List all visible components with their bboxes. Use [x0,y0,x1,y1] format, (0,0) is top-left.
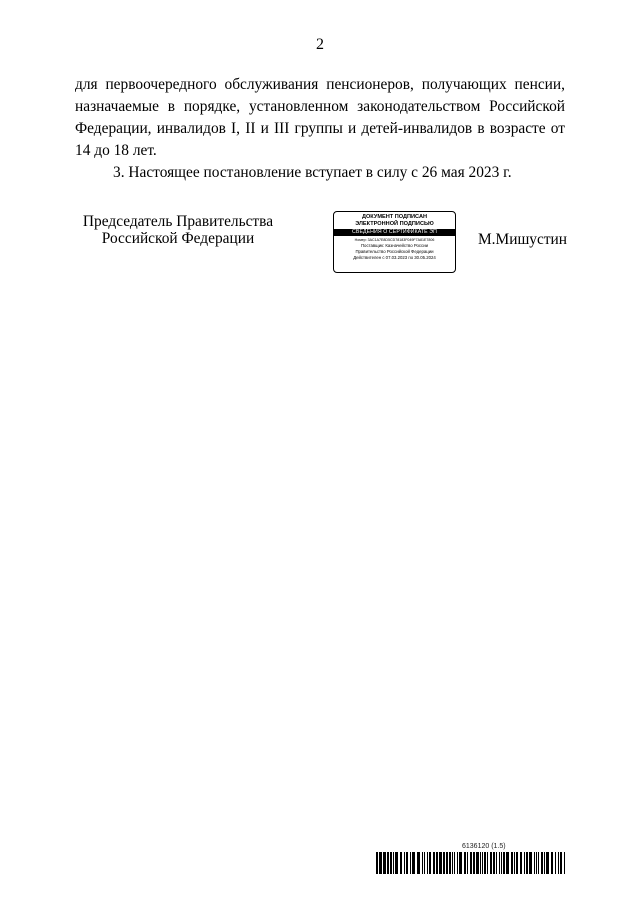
barcode-bar [467,852,468,874]
barcode-bar [395,852,398,874]
barcode-bar [484,852,486,874]
barcode-bar [464,852,466,874]
document-body [75,74,565,184]
barcode-bar [452,852,453,874]
barcode-bar [390,852,392,874]
barcode-bar [412,852,415,874]
barcode-bar [406,852,408,874]
barcode-bar [516,852,518,874]
barcode-bar [493,852,495,874]
electronic-signature-stamp [333,211,456,273]
barcode-bar [496,852,497,874]
barcode-bar [433,852,435,874]
barcode-bar [376,852,378,874]
barcode-bar [410,852,411,874]
stamp-line-electronic: ЭЛЕКТРОННОЙ ПОДПИСЬЮ [355,221,434,227]
barcode-bar [511,852,513,874]
barcode-bar [544,852,545,874]
barcode-bar [482,852,483,874]
barcode-bar [424,852,425,874]
barcode-bar [439,852,442,874]
barcode-bar [536,852,537,874]
paragraph-continuation: для первоочередного обслуживания пенсионеров, получающих пенсии, назначаемые в порядке, установленном законодательством Российской Федерации, инвалидов I, II и III группы и детей-инвалидов в возрасте от 14 до 18 лет. [75,76,565,159]
barcode-bar [529,852,532,874]
barcode-bar [538,852,539,874]
barcode-bar [506,852,509,874]
stamp-owner: Правительство Российской Федерации [355,249,434,254]
document-id: 6136120 (1.5) [462,843,506,850]
page-number: 2 [316,36,324,53]
barcode-bar [404,852,405,874]
stamp-validity: Действителен с 07.03.2023 по 30.05.2024 [353,255,436,260]
barcode-bar [473,852,475,874]
barcode-bar [449,852,451,874]
barcode-bar [429,852,431,874]
barcode-bar [551,852,553,874]
barcode-bar [459,852,462,874]
barcode-bar [387,852,389,874]
barcode-bar [383,852,386,874]
barcode-bar [503,852,505,874]
barcode-bar [534,852,535,874]
barcode-bar [417,852,420,874]
barcode-bar [514,852,515,874]
barcode-bar [560,852,562,874]
barcode-bar [476,852,479,874]
barcode-bar [470,852,472,874]
barcode-bar [393,852,394,874]
barcode-bar [524,852,525,874]
barcode-bar [422,852,423,874]
barcode-bar [564,852,565,874]
signatory-name: М.Мишустин [478,231,568,248]
barcode-bar [520,852,522,874]
barcode [376,852,567,874]
barcode-bar [436,852,438,874]
stamp-certificate-bar: СВЕДЕНИЯ О СЕРТИФИКАТЕ ЭП [334,229,455,236]
barcode-bar [526,852,528,874]
stamp-cert-number: Номер: 3AC1A7E8D5CD78183F049F7A81E7806 [354,238,435,242]
barcode-bar [490,852,492,874]
signatory-title-line2: Российской Федерации [101,230,255,247]
barcode-bar [546,852,549,874]
barcode-bar [558,852,559,874]
barcode-bar [555,852,556,874]
signatory-title-line1: Председатель Правительства [82,213,274,230]
barcode-bar [454,852,455,874]
barcode-bar [446,852,448,874]
stamp-heading [334,214,455,228]
barcode-bar [379,852,382,874]
barcode-bar [457,852,458,874]
barcode-bar [499,852,500,874]
barcode-bar [400,852,402,874]
barcode-bar [443,852,445,874]
stamp-issuer: Поставщик: Казначейство России [360,243,429,248]
paragraph-3-effective-date: 3. Настоящее постановление вступает в силу с 26 мая 2023 г. [113,164,512,181]
barcode-bar [427,852,428,874]
barcode-bar [487,852,488,874]
signatory-title [78,213,278,247]
barcode-bar [501,852,502,874]
barcode-bar [480,852,481,874]
stamp-line-signed: ДОКУМЕНТ ПОДПИСАН [361,214,428,220]
barcode-bar [541,852,543,874]
